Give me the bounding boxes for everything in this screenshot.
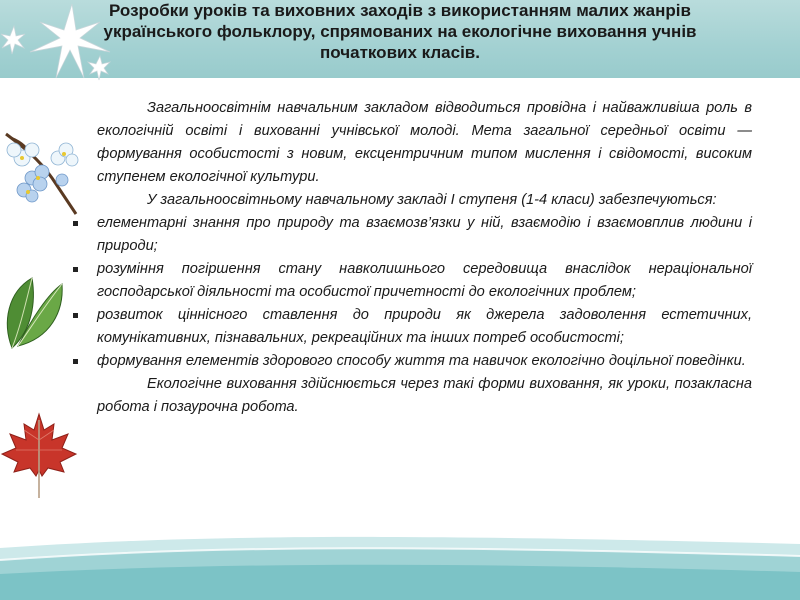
title-line: початкових класів. (320, 43, 480, 62)
main-text (97, 97, 752, 419)
goals-list (97, 212, 752, 373)
title-line: Розробки уроків та виховних заходів з використанням малих жанрів (109, 1, 691, 20)
list-item-text: розуміння погіршення стану навколишнього середовища внаслідок нераціональної господарської діяльності та особистої причетності до екологічних проблем; (97, 261, 752, 300)
closing-paragraph: Екологічне виховання здійснюється через такі форми виховання, як уроки, позакласна робота і позаурочна робота. (97, 376, 752, 415)
list-item-text: розвиток ціннісного ставлення до природи як джерела задоволення естетичних, комунікативних, пізнавальних, рекреаційних та інших потреб особистості; (97, 307, 752, 346)
list-item (97, 350, 752, 373)
header-band (0, 0, 800, 78)
bullet-icon (73, 221, 78, 226)
list-item (97, 212, 752, 258)
list-item (97, 304, 752, 350)
flower-icon (2, 128, 80, 218)
list-item-text: формування елементів здорового способу життя та навичок екологічно доцільної поведінки. (97, 353, 746, 369)
title-line: українського фольклору, спрямованих на екологічне виховання учнів (103, 22, 697, 41)
page-title (40, 0, 760, 63)
bullet-icon (73, 359, 78, 364)
green-leaf-icon (2, 272, 66, 352)
list-item-text: елементарні знання про природу та взаємозв’язки у ній, взаємодію і взаємовплив людини і природи; (97, 215, 752, 254)
list-item (97, 258, 752, 304)
lead-paragraph: У загальноосвітньому навчальному закладі І ступеня (1-4 класи) забезпечуються: (147, 192, 717, 208)
footer-wave (0, 530, 800, 600)
maple-leaf-icon (0, 410, 78, 500)
bullet-icon (73, 313, 78, 318)
bullet-icon (73, 267, 78, 272)
intro-paragraph: Загальноосвітнім навчальним закладом відводиться провідна і найважливіша роль в екологічній освіті і вихованні учнівської молоді. Мета загальної середньої освіти — формування особистості з новим, ексцентричним типом мислення і свідомості, високим ступенем екологічної культури. (97, 100, 752, 185)
